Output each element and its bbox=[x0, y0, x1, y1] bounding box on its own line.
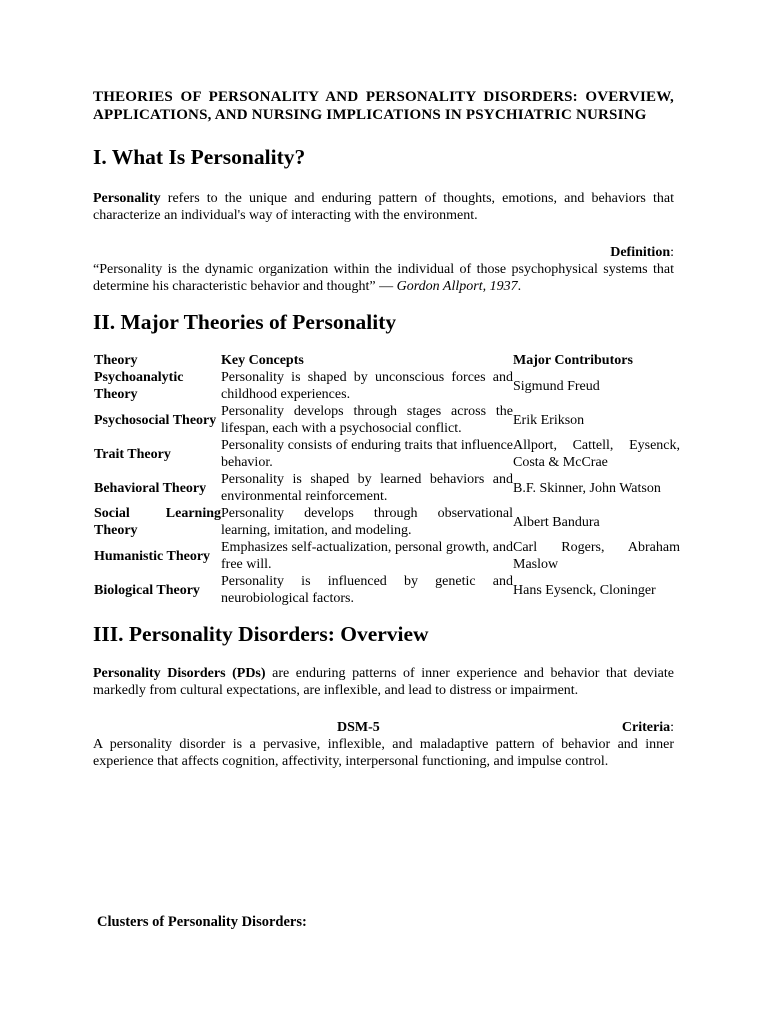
table-header-major-contributors: Major Contributors bbox=[513, 353, 633, 368]
theory-concept: Personality develops through stages across the lifespan, each with a psychosocial conflict. bbox=[221, 404, 513, 436]
theory-concept: Personality is shaped by learned behaviors and environmental reinforcement. bbox=[221, 472, 513, 504]
theory-name: Biological Theory bbox=[94, 582, 200, 598]
table-row bbox=[94, 573, 680, 607]
personality-paragraph-text: refers to the unique and enduring pattern of thoughts, emotions, and behaviors that characterize an individual's way of interacting with the environment. bbox=[93, 191, 674, 223]
dsm-criteria-label-line bbox=[93, 719, 674, 736]
personality-disorders-text: are enduring patterns of inner experience and behavior that deviate markedly from cultural expectations, are inflexible, and lead to distress or impairment. bbox=[93, 666, 674, 698]
theory-contributors: Allport, Cattell, Eysenck, Costa & McCrae bbox=[513, 438, 680, 470]
personality-disorders-term: Personality Disorders (PDs) bbox=[93, 666, 266, 681]
theory-contributors: Sigmund Freud bbox=[513, 378, 600, 394]
personality-term: Personality bbox=[93, 191, 161, 206]
section-heading-what-is-personality: I. What Is Personality? bbox=[93, 145, 306, 169]
definition-label: Definition bbox=[610, 245, 671, 260]
theory-contributors: Albert Bandura bbox=[513, 514, 600, 530]
table-header-row bbox=[94, 352, 680, 369]
criteria-label: Criteria bbox=[621, 720, 671, 735]
document-title: THEORIES OF PERSONALITY AND PERSONALITY DISORDERS: OVERVIEW, APPLICATIONS, AND NURSING IMPLICATIONS IN PSYCHIATRIC NURSING bbox=[93, 89, 674, 123]
dsm-criteria-paragraph: A personality disorder is a pervasive, inflexible, and maladaptive pattern of behavior and inner experience that affects cognition, affectivity, interpersonal functioning, and impulse control. bbox=[93, 737, 674, 769]
dsm-label: DSM-5 bbox=[337, 720, 380, 735]
theory-concept: Personality is influenced by genetic and neurobiological factors. bbox=[221, 574, 513, 606]
criteria-colon: : bbox=[670, 720, 674, 735]
quote-end: . bbox=[517, 279, 522, 294]
theory-name: Behavioral Theory bbox=[94, 480, 207, 496]
section-heading-major-theories: II. Major Theories of Personality bbox=[93, 310, 397, 334]
definition-colon: : bbox=[670, 245, 674, 260]
theory-contributors: Carl Rogers, Abraham Maslow bbox=[513, 540, 680, 572]
table-row bbox=[94, 505, 680, 539]
table-row bbox=[94, 403, 680, 437]
theory-contributors: Erik Erikson bbox=[513, 412, 585, 428]
theory-contributors: Hans Eysenck, Cloninger bbox=[513, 582, 656, 598]
table-row bbox=[94, 437, 680, 471]
theory-name: Social Learning Theory bbox=[94, 506, 221, 538]
theory-name: Trait Theory bbox=[94, 446, 171, 462]
table-row bbox=[94, 369, 680, 403]
table-row bbox=[94, 539, 680, 573]
table-header-theory: Theory bbox=[94, 353, 138, 368]
allport-quote bbox=[93, 261, 674, 295]
table-header-key-concepts: Key Concepts bbox=[221, 353, 304, 368]
theory-concept: Personality is shaped by unconscious forces and childhood experiences. bbox=[221, 370, 513, 402]
criteria-label-group bbox=[622, 719, 674, 736]
definition-label-line bbox=[93, 244, 674, 261]
theory-concept: Emphasizes self-actualization, personal growth, and free will. bbox=[221, 540, 513, 572]
theories-table bbox=[94, 352, 680, 607]
theory-name: Psychoanalytic Theory bbox=[94, 370, 184, 402]
theory-contributors: B.F. Skinner, John Watson bbox=[513, 480, 661, 496]
document-page bbox=[93, 88, 680, 770]
table-row bbox=[94, 471, 680, 505]
theory-concept: Personality consists of enduring traits that influence behavior. bbox=[221, 438, 513, 470]
personality-paragraph bbox=[93, 190, 674, 224]
personality-disorders-paragraph bbox=[93, 665, 674, 699]
clusters-heading: Clusters of Personality Disorders: bbox=[97, 914, 307, 930]
theory-name: Psychosocial Theory bbox=[94, 412, 217, 428]
section-heading-personality-disorders: III. Personality Disorders: Overview bbox=[93, 622, 429, 646]
quote-author: Gordon Allport, 1937 bbox=[396, 279, 518, 294]
theory-concept: Personality develops through observational learning, imitation, and modeling. bbox=[221, 506, 513, 538]
quote-text: “Personality is the dynamic organization within the individual of those psychophysical systems that determine his characteristic behavior and thought” — bbox=[93, 262, 674, 294]
theory-name: Humanistic Theory bbox=[94, 548, 211, 564]
